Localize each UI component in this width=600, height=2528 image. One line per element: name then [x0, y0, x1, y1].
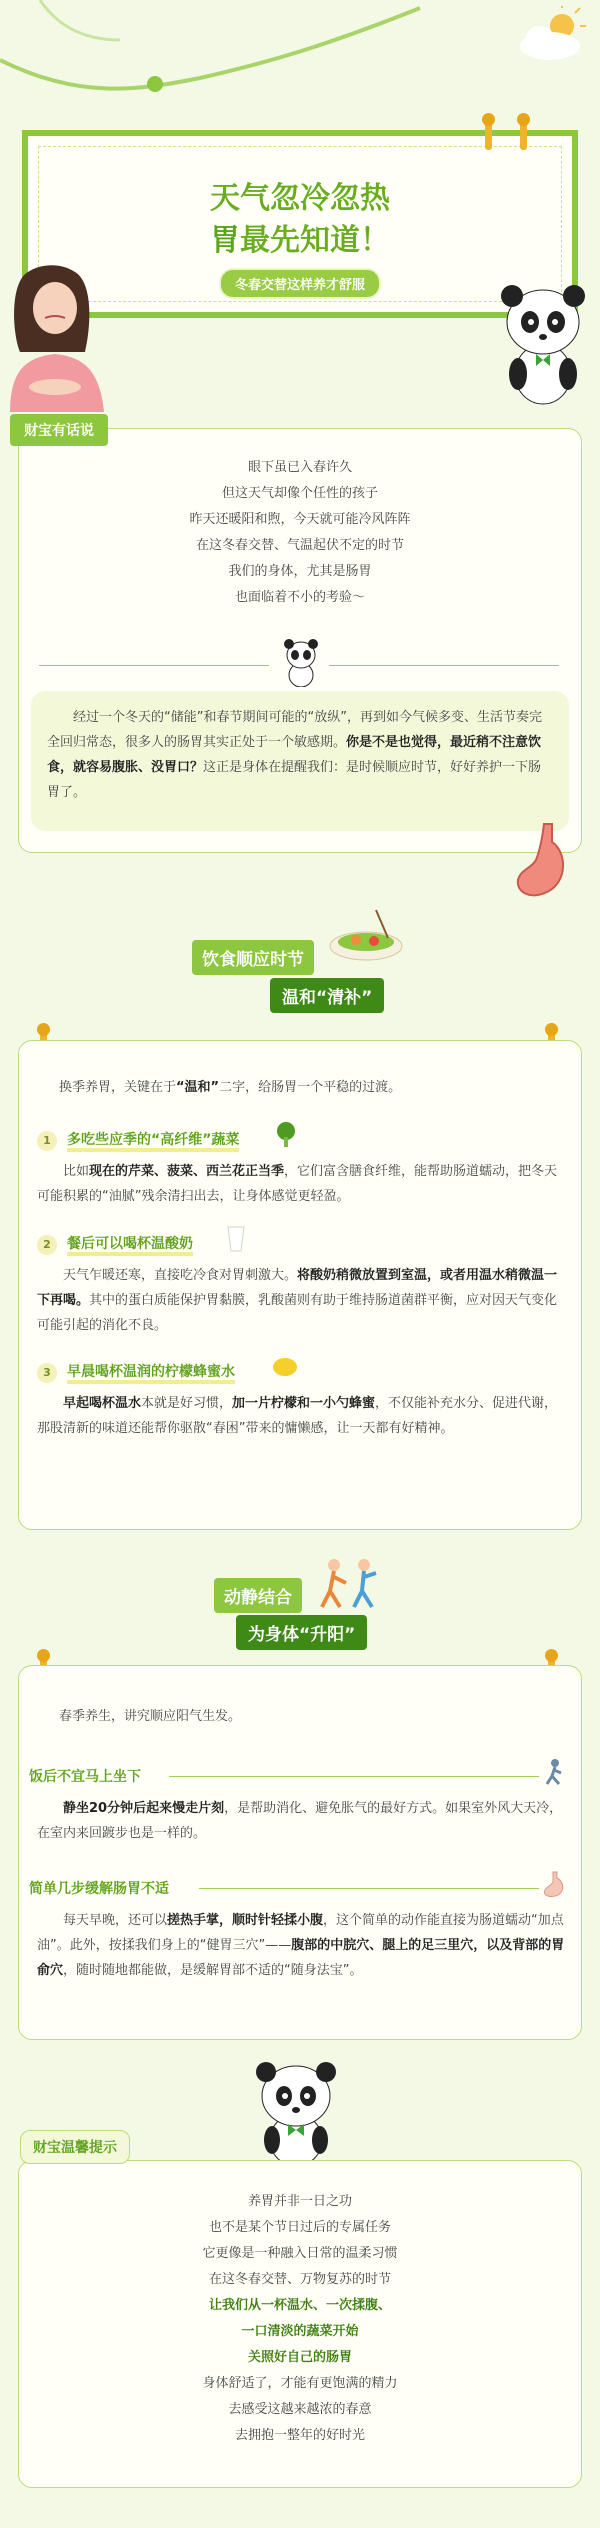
poem-line: 也面临着不小的考验～ [234, 590, 365, 605]
page-title: 天气忽冷忽热 胃最先知道！ [210, 181, 390, 258]
tips-line: 也不是某个节日过后的专属任务 [208, 2220, 391, 2235]
move-heading-1: 饭后不宜马上坐下 [29, 1769, 141, 1785]
diet-item-2-title: 2 餐后可以喝杯温酸奶 [37, 1233, 193, 1255]
tips-text [19, 2189, 581, 2449]
walking-person-icon [539, 1758, 567, 1786]
tips-line: 在这冬春交替、万物复苏的时节 [208, 2272, 391, 2287]
yogurt-cup-icon [225, 1225, 247, 1253]
pin-icon [520, 120, 527, 150]
broccoli-icon [273, 1121, 299, 1149]
diet-item-3-text: 早起喝杯温水本就是好习惯，加一片柠檬和一小勺蜂蜜，不仅能补充水分、促进代谢，那股清新的味道还能帮你驱散“春困”带来的慵懒感，让一天都有好精神。 [37, 1396, 558, 1436]
diet-section-title: 饮食顺应时节 [192, 940, 314, 975]
panda-mascot [498, 282, 588, 407]
tips-line: 养胃并非一日之功 [247, 2194, 352, 2209]
subtitle-badge: 冬春交替这样养才舒服 [219, 268, 381, 299]
diet-item-2-text: 天气乍暖还寒，直接吃冷食对胃刺激大。将酸奶稍微放置到室温，或者用温水稍微温一下再喝。其中的蛋白质能保护胃黏膜，乳酸菌则有助于维持肠道菌群平衡，应对因天气变化可能引起的消化不良。 [37, 1268, 558, 1333]
poem-line: 眼下虽已入春许久 [247, 460, 352, 475]
diet-item-1-text: 比如现在的芹菜、菠菜、西兰花正当季，它们富含膳食纤维，能帮助肠道蠕动，把冬天可能积累的“油腻”残余清扫出去，让身体感觉更轻盈。 [37, 1164, 558, 1204]
tips-bold-line: 让我们从一杯温水、一次揉腹、 [208, 2298, 391, 2313]
intro-card [18, 428, 582, 853]
poem-line: 在这冬春交替、气温起伏不定的时节 [195, 538, 404, 553]
tips-line: 它更像是一种融入日常的温柔习惯 [202, 2246, 398, 2261]
food-bowl-icon [326, 908, 406, 970]
move-section-title: 动静结合 [214, 1578, 302, 1613]
move-heading-2: 简单几步缓解肠胃不适 [29, 1881, 169, 1897]
woman-stomachache-illustration [0, 262, 110, 412]
stomach-small-icon [539, 1870, 567, 1898]
tips-line: 身体舒适了，才能有更饱满的精力 [202, 2376, 398, 2391]
diet-section-subtitle: 温和“清补” [270, 978, 384, 1013]
pin-icon [485, 120, 492, 150]
poem-line: 我们的身体，尤其是肠胃 [228, 564, 372, 579]
poem-line: 但这天气却像个任性的孩子 [221, 486, 378, 501]
exercise-people-icon [316, 1555, 386, 1611]
tips-card [18, 2160, 582, 2488]
tips-bold-line: 关照好自己的肠胃 [247, 2350, 352, 2365]
intro-highlight-box [31, 691, 569, 831]
divider [169, 1776, 539, 1777]
section-tag-tips: 财宝温馨提示 [20, 2130, 130, 2164]
move-card [18, 1665, 582, 2040]
move-text-2: 每天早晚，还可以搓热手掌，顺时针轻揉小腹，这个简单的动作能直接为肠道蠕动“加点油”。此外，按揉我们身上的“健胃三穴”——腹部的中脘穴、腿上的足三里穴，以及背部的胃俞穴，随时随地都能做，是缓解胃部不适的“随身法宝”。 [37, 1913, 565, 1978]
sun-cloud-icon [510, 6, 590, 66]
move-section-subtitle: 为身体“升阳” [236, 1615, 367, 1650]
tips-bold-line: 一口清淡的蔬菜开始 [241, 2324, 359, 2339]
tips-line: 去感受这越来越浓的春意 [228, 2402, 372, 2417]
lemon-icon [271, 1355, 299, 1379]
move-lead: 春季养生，讲究顺应阳气生发。 [59, 1709, 242, 1724]
section-tag-intro: 财宝有话说 [10, 414, 108, 446]
diet-lead: 换季养胃，关键在于“温和”二字，给肠胃一个平稳的过渡。 [59, 1080, 402, 1095]
divider [39, 665, 269, 666]
divider [329, 665, 559, 666]
diet-item-1-title: 1 多吃些应季的“高纤维”蔬菜 [37, 1129, 239, 1151]
small-panda-icon [281, 637, 321, 687]
tips-line: 去拥抱一整年的好时光 [234, 2428, 365, 2443]
move-text-1: 静坐20分钟后起来慢走片刻，是帮助消化、避免胀气的最好方式。如果室外风大天冷，在室内来回踱步也是一样的。 [37, 1801, 563, 1841]
intro-poem [19, 455, 581, 611]
divider [199, 1888, 539, 1889]
diet-card [18, 1040, 582, 1530]
intro-paragraph: 经过一个冬天的“储能”和春节期间可能的“放纵”，再到如今气候多变、生活节奏完全回归常态，很多人的肠胃其实正处于一个敏感期。你是不是也觉得，最近稍不注意饮食，就容易腹胀、没胃口？这正是身体在提醒我们：是时候顺应时节，好好养护一下肠胃了。 [47, 710, 542, 800]
panda-mascot-bottom [248, 2060, 344, 2170]
stomach-icon [512, 822, 572, 902]
diet-item-3-title: 3 早晨喝杯温润的柠檬蜂蜜水 [37, 1361, 235, 1383]
title-accent: 胃 [210, 223, 240, 258]
poem-line: 昨天还暖阳和煦，今天就可能冷风阵阵 [189, 512, 411, 527]
